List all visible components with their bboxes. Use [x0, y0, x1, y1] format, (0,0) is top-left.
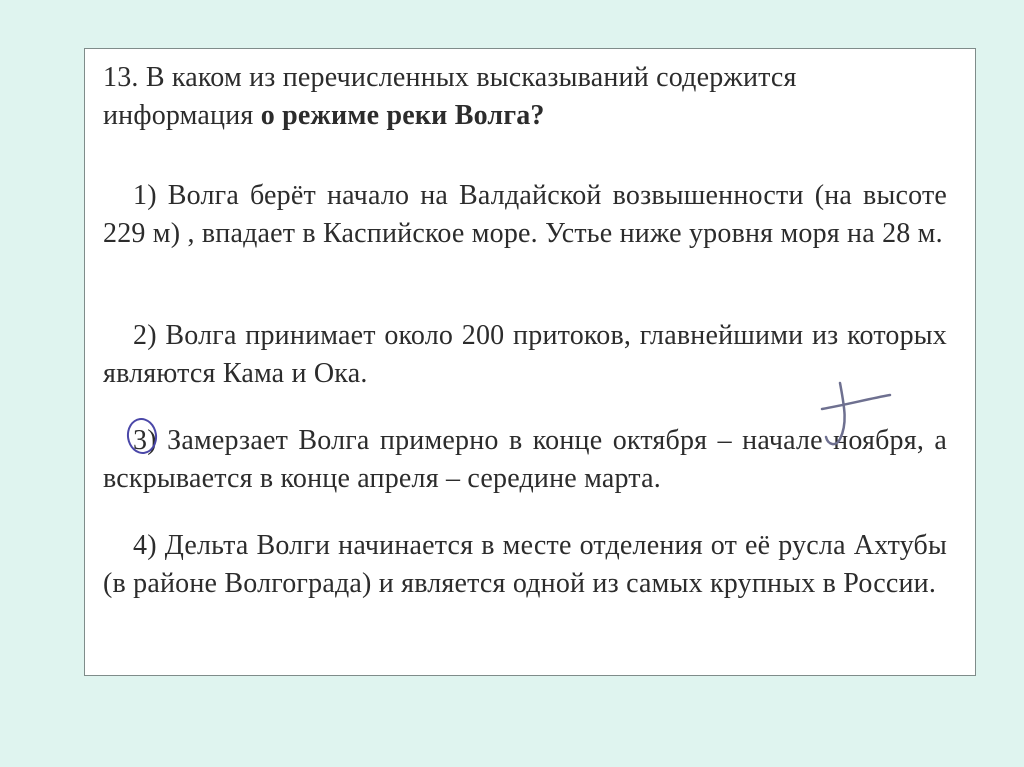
circled-option-number: 3) — [133, 422, 157, 460]
question-block — [103, 59, 947, 135]
question-number: 13. — [103, 62, 139, 93]
option-number: 2) — [133, 320, 157, 351]
plus-check-mark-icon — [810, 375, 900, 455]
option-text: Дельта Волги начинается в месте отделения от её русла Ахтубы (в районе Волгограда) и является одной из самых крупных в России. — [103, 530, 947, 599]
option-number: 1) — [133, 180, 157, 211]
option-number: 4) — [133, 530, 157, 561]
question-text: В каком из перечисленных высказываний содержится информация — [103, 62, 797, 131]
worksheet-page — [84, 48, 976, 676]
answer-option-4[interactable] — [103, 527, 947, 603]
answer-option-1[interactable] — [103, 177, 947, 253]
option-text: Замерзает Волга примерно в конце октября – начале ноября, а вскрывается в конце апреля – середине марта. — [103, 425, 948, 494]
option-text: Волга принимает около 200 притоков, главнейшими из которых являются Кама и Ока. — [103, 320, 947, 389]
option-text: Волга берёт начало на Валдайской возвышенности (на высоте 229 м) , впадает в Каспийское море. Устье ниже уровня моря на 28 м. — [103, 180, 948, 249]
question-emphasis: о режиме реки Волга? — [260, 100, 545, 131]
